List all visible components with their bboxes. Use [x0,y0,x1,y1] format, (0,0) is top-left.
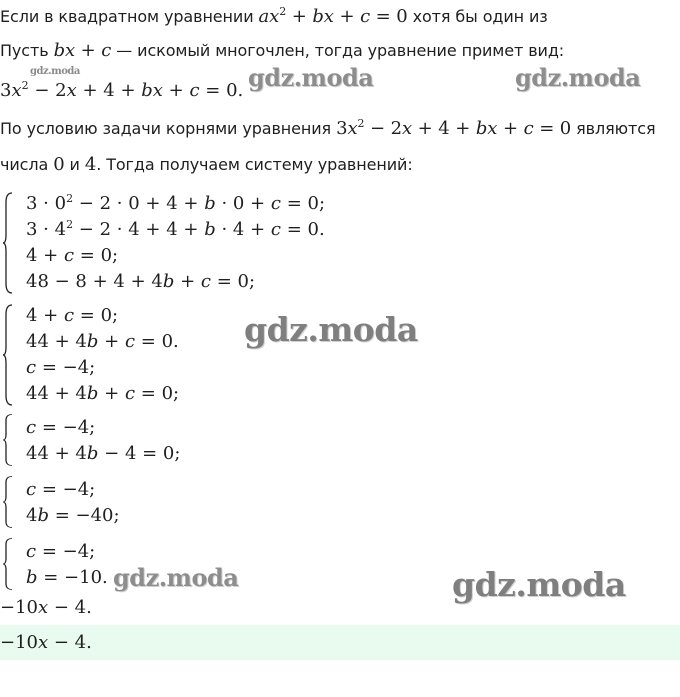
watermark-logo: gdz.moda [248,63,374,92]
system-4-eq-2: 4b = −40; [26,505,120,526]
roots-line-and: и [69,155,80,174]
roots-line-prefix: числа [0,155,49,174]
intro-line-1 [0,6,548,27]
result-polynomial: −10x − 4. [0,597,92,618]
root-zero: 0 [53,154,65,175]
equation-system-1 [0,192,680,294]
system-3-eq-1: c = −4; [26,417,96,438]
condition-line-prefix: По условию задачи корнями уравнения [0,119,332,138]
system-2-eq-1: 4 + c = 0; [26,305,119,326]
equation-form: $3x^2 - 2x + 4$ + bx + c = 0. [0,79,244,101]
system-4-eq-1: c = −4; [26,479,96,500]
system-2-eq-3: c = −4; [26,357,96,378]
condition-line-suffix: являются [576,119,656,138]
intro-line-1-suffix: хотя бы один из [412,7,548,26]
system-1-eq-2: $3 \cdot 4^2 - 2 \cdot 4 + 4 + b \cdot 4 + c = 0$. [26,218,325,240]
system-2-eq-2: 44 + 4b + c = 0. [26,331,179,352]
system-brace [2,304,14,406]
watermark-logo: gdz.moda [113,563,239,592]
system-brace [2,538,14,590]
system-brace [2,476,14,528]
condition-equation: $3x^2 - 2x + 4$ + bx + c = 0 [336,117,572,139]
watermark-logo: gdz.moda [244,310,418,349]
system-1-eq-1: $3 \cdot 0^2 - 2 \cdot 0 + 4 + b \cdot 0 + c = 0$; [26,192,326,214]
intro-line-2 [0,40,564,61]
answer-polynomial: −10x − 4. [0,632,92,653]
system-1-eq-3: 4 + c = 0; [26,245,119,266]
condition-line [0,118,655,139]
system-5-eq-2: b = −10. [26,567,108,588]
watermark-logo: gdz.moda [452,565,626,604]
polynomial-bx-c: bx + c [53,40,112,61]
watermark-logo: gdz.moda [515,63,641,92]
equation-system-4 [0,476,680,528]
watermark-logo: gdz.moda [30,66,80,77]
system-2-eq-4: 44 + 4b + c = 0; [26,383,180,404]
equation-system-3 [0,414,680,466]
roots-line [0,154,413,175]
system-brace [2,192,14,294]
system-1-eq-4: 48 − 8 + 4 + 4b + c = 0; [26,271,256,292]
intro-line-2-prefix: Пусть [0,41,49,60]
roots-line-suffix: . Тогда получаем систему уравнений: [96,155,413,174]
intro-line-2-suffix: — искомый многочлен, тогда уравнение примет вид: [116,41,565,60]
intro-line-1-prefix: Если в квадратном уравнении [0,7,254,26]
system-3-eq-2: 44 + 4b − 4 = 0; [26,443,181,464]
system-5-eq-1: c = −4; [26,541,96,562]
root-four: 4 [84,154,97,175]
system-brace [2,414,14,466]
quadratic-equation-general: $ax^2$ + bx + c = 0 [258,5,408,27]
answer-box [0,625,680,660]
